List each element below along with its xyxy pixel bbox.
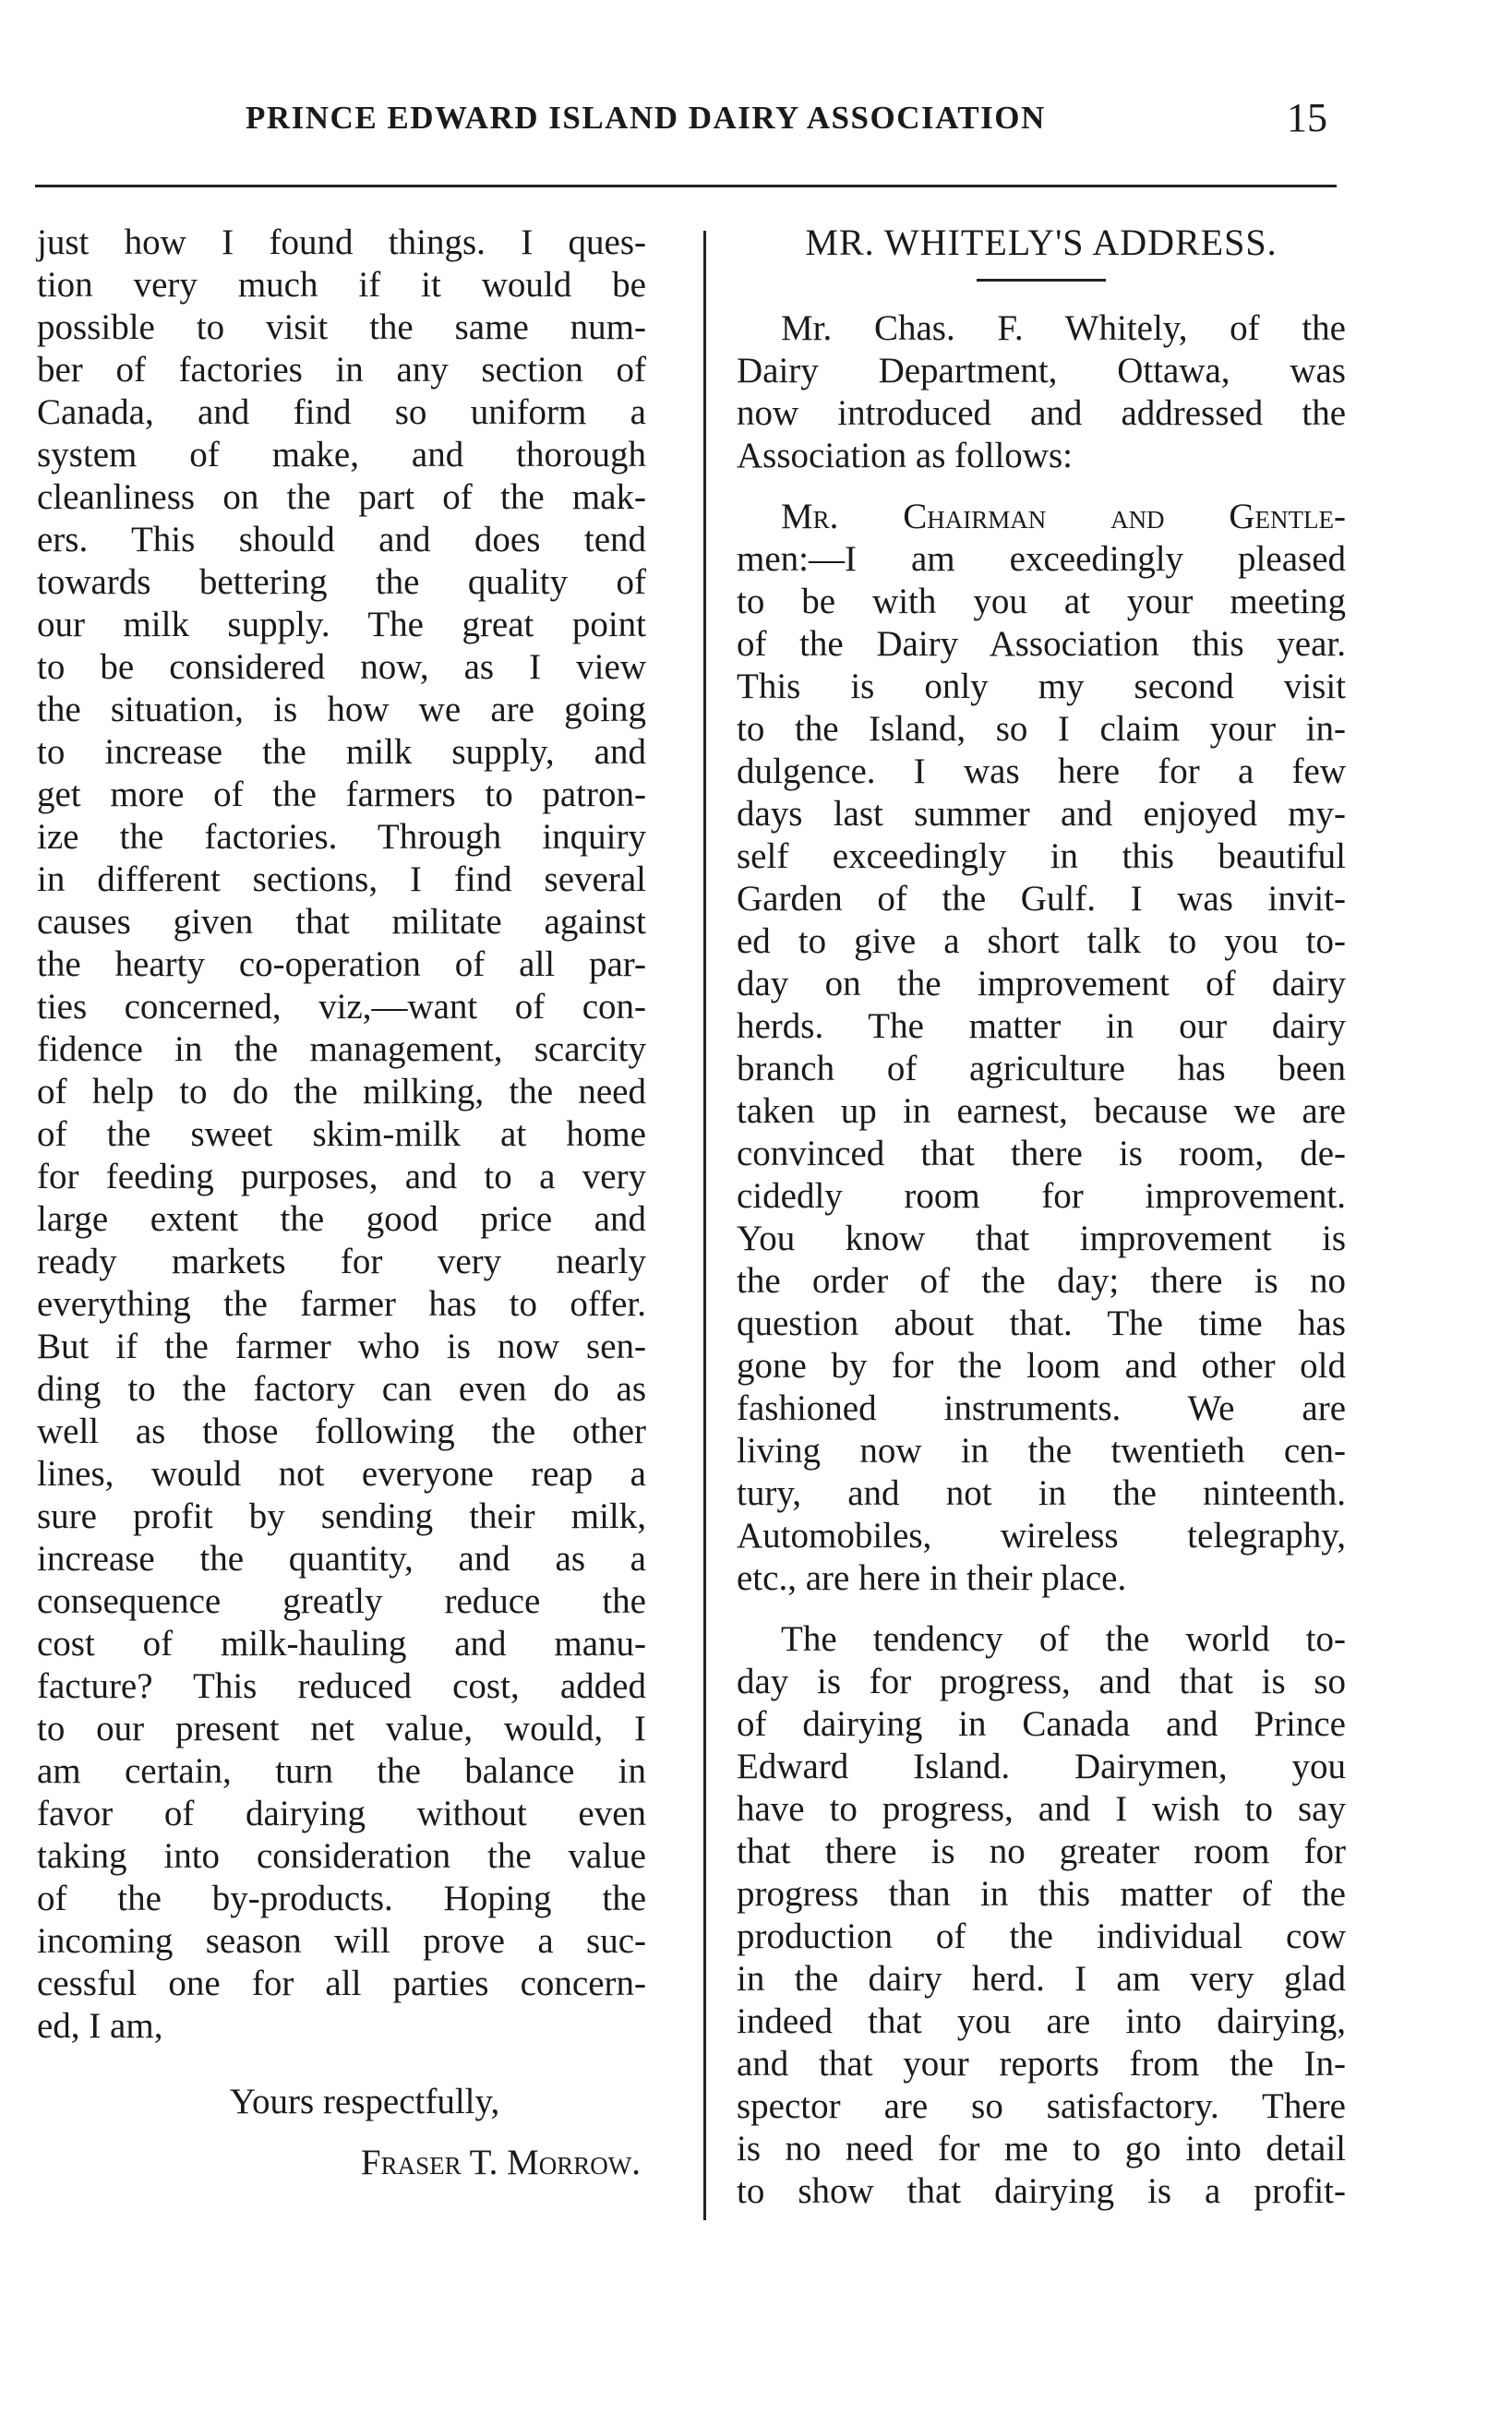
text-line: just how I found things. I ques- xyxy=(37,222,646,262)
running-title: PRINCE EDWARD ISLAND DAIRY ASSOCIATION xyxy=(246,100,1046,136)
text-line: self exceedingly in this beautiful xyxy=(737,836,1346,876)
text-line: am certain, turn the balance in xyxy=(37,1751,646,1791)
text-line: gone by for the loom and other old xyxy=(737,1346,1346,1386)
text-line: to show that dairying is a profit- xyxy=(737,2171,1346,2211)
text-line: to increase the milk supply, and xyxy=(37,732,646,772)
text-line: fashioned instruments. We are xyxy=(737,1388,1346,1428)
text-line: now introduced and addressed the xyxy=(737,393,1346,433)
text-line: The tendency of the world to- xyxy=(781,1619,1346,1659)
text-line: well as those following the other xyxy=(37,1412,646,1451)
text-line: cost of milk-hauling and manu- xyxy=(37,1624,646,1664)
left-column xyxy=(37,222,646,2184)
text-line: consequence greatly reduce the xyxy=(37,1581,646,1621)
text-line: towards bettering the quality of xyxy=(37,562,646,602)
text-line: day on the improvement of dairy xyxy=(737,964,1346,1003)
text-line: progress than in this matter of the xyxy=(737,1874,1346,1914)
text-line: Edward Island. Dairymen, you xyxy=(737,1747,1346,1786)
text-line: ed, I am, xyxy=(37,2006,163,2046)
text-line: increase the quantity, and as a xyxy=(37,1539,646,1579)
text-line: ding to the factory can even do as xyxy=(37,1369,646,1409)
text-line: taking into consideration the value xyxy=(37,1836,646,1876)
text-line: question about that. The time has xyxy=(737,1304,1346,1343)
text-line: get more of the farmers to patron- xyxy=(37,775,646,814)
text-line: Association as follows: xyxy=(737,436,1073,475)
text-line: dulgence. I was here for a few xyxy=(737,751,1346,791)
text-line: everything the farmer has to offer. xyxy=(37,1284,646,1324)
text-line: branch of agriculture has been xyxy=(737,1049,1346,1088)
text-line: days last summer and enjoyed my- xyxy=(737,794,1346,834)
text-line: facture? This reduced cost, added xyxy=(37,1666,646,1706)
text-line: Garden of the Gulf. I was invit- xyxy=(737,879,1346,919)
text-line: system of make, and thorough xyxy=(37,435,646,475)
text-line: of the Dairy Association this year. xyxy=(737,624,1346,664)
text-line: have to progress, and I wish to say xyxy=(737,1789,1346,1829)
text-line: tion very much if it would be xyxy=(37,265,646,305)
text-line: living now in the twentieth cen- xyxy=(737,1431,1346,1471)
text-line: day is for progress, and that is so xyxy=(737,1662,1346,1701)
text-line: etc., are here in their place. xyxy=(737,1558,1127,1598)
left-column-text xyxy=(37,222,646,2048)
text-line: of the by-products. Hoping the xyxy=(37,1879,646,1918)
text-line: tury, and not in the ninteenth. xyxy=(737,1473,1346,1513)
text-line: convinced that there is room, de- xyxy=(737,1134,1346,1173)
text-line: ers. This should and does tend xyxy=(37,520,646,559)
page-number: 15 xyxy=(1287,95,1327,140)
text-line: causes given that militate against xyxy=(37,902,646,942)
text-line: indeed that you are into dairying, xyxy=(737,2001,1346,2041)
text-line: is no need for me to go into detail xyxy=(737,2129,1346,2169)
text-line: favor of dairying without even xyxy=(37,1794,646,1833)
text-line: men:—I am exceedingly pleased xyxy=(737,539,1346,579)
text-line: ize the factories. Through inquiry xyxy=(37,817,646,857)
text-line: our milk supply. The great point xyxy=(37,605,646,644)
text-line: herds. The matter in our dairy xyxy=(737,1006,1346,1046)
text-line: large extent the good price and xyxy=(37,1199,646,1239)
text-line: cessful one for all parties concern- xyxy=(37,1964,646,2003)
text-line: ber of factories in any section of xyxy=(37,350,646,390)
text-line: of help to do the milking, the need xyxy=(37,1072,646,1111)
text-line: that there is no greater room for xyxy=(737,1832,1346,1871)
text-line: Automobiles, wireless telegraphy, xyxy=(737,1516,1346,1556)
text-line: Dairy Department, Ottawa, was xyxy=(737,351,1346,390)
text-line: cleanliness on the part of the mak- xyxy=(37,477,646,517)
text-line: sure profit by sending their milk, xyxy=(37,1496,646,1536)
address-paragraph-1 xyxy=(737,538,1346,1600)
text-line: ed to give a short talk to you to- xyxy=(737,921,1346,961)
text-line: Mr. Chas. F. Whitely, of the xyxy=(781,308,1346,348)
text-line: in the dairy herd. I am very glad xyxy=(737,1959,1346,1999)
text-line: to our present net value, would, I xyxy=(37,1709,646,1748)
text-line: Canada, and find so uniform a xyxy=(37,392,646,432)
title-rule xyxy=(977,279,1106,282)
right-column xyxy=(737,222,1346,2213)
text-line: You know that improvement is xyxy=(737,1219,1346,1258)
text-line: the hearty co-operation of all par- xyxy=(37,944,646,984)
text-line: the order of the day; there is no xyxy=(737,1261,1346,1301)
text-line: to the Island, so I claim your in- xyxy=(737,709,1346,749)
column-divider xyxy=(703,231,706,2220)
text-line: of the sweet skim-milk at home xyxy=(37,1114,646,1154)
section-title: MR. WHITELY'S ADDRESS. xyxy=(805,222,1278,263)
salutation-line: Mr. Chairman and Gentle- xyxy=(781,497,1346,536)
text-line: cidedly room for improvement. xyxy=(737,1176,1346,1216)
text-line: fidence in the management, scarcity xyxy=(37,1029,646,1069)
closing-line: Yours respectfully, xyxy=(229,2082,500,2121)
text-line: and that your reports from the In- xyxy=(737,2044,1346,2084)
header-rule xyxy=(35,185,1337,187)
text-line: ties concerned, viz,—want of con- xyxy=(37,987,646,1027)
text-line: lines, would not everyone reap a xyxy=(37,1454,646,1494)
text-line: But if the farmer who is now sen- xyxy=(37,1327,646,1366)
text-line: for feeding purposes, and to a very xyxy=(37,1157,646,1196)
signature: Fraser T. Morrow. xyxy=(360,2143,641,2182)
text-line: of dairying in Canada and Prince xyxy=(737,1704,1346,1744)
text-line: production of the individual cow xyxy=(737,1916,1346,1956)
text-line: possible to visit the same num- xyxy=(37,307,646,347)
address-paragraph-2 xyxy=(737,1618,1346,2213)
text-line: incoming season will prove a suc- xyxy=(37,1921,646,1961)
text-line: spector are so satisfactory. There xyxy=(737,2086,1346,2126)
text-line: to be with you at your meeting xyxy=(737,582,1346,621)
text-line: ready markets for very nearly xyxy=(37,1242,646,1281)
intro-paragraph xyxy=(737,307,1346,477)
page-header xyxy=(35,95,1337,144)
text-line: taken up in earnest, because we are xyxy=(737,1091,1346,1131)
text-line: This is only my second visit xyxy=(737,667,1346,706)
text-line: to be considered now, as I view xyxy=(37,647,646,687)
text-line: in different sections, I find several xyxy=(37,859,646,899)
text-line: the situation, is how we are going xyxy=(37,690,646,729)
